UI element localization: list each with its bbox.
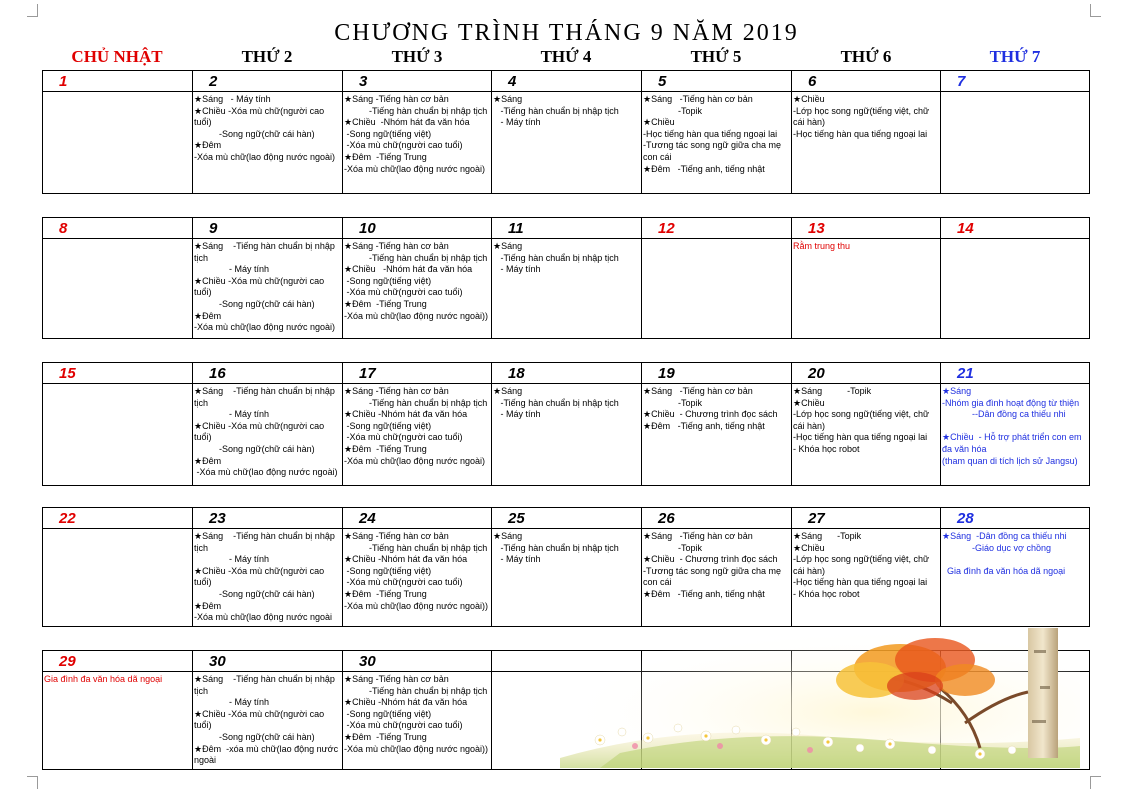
day-schedule: ★Sáng -Tiếng hàn cơ bản -Tiếng hàn chuẩn bị nhập tịch ★Chiều -Nhóm hát đa văn hóa -Song ngữ(tiếng việt) -Xóa mù chữ(người cao tuổi) ★Đêm -Tiếng Trung -Xóa mù chữ(lao động nước ngoài)) <box>344 241 489 321</box>
date-number: 19 <box>658 365 675 382</box>
page-corner-mark <box>27 776 38 789</box>
day-header-sunday: CHỦ NHẬT <box>71 47 163 66</box>
day-schedule: ★Sáng -Tiếng hàn cơ bản -Tiếng hàn chuẩn bị nhập tịch ★Chiều -Nhóm hát đa văn hóa -Song ngữ(tiếng việt) -Xóa mù chữ(người cao tuổi) ★Đêm -Tiếng Trung -Xóa mù chữ(lao động nước ngoài)) <box>344 531 489 611</box>
day-schedule: ★Sáng -Tiếng hàn chuẩn bị nhập tịch - Máy tính ★Chiều -Xóa mù chữ(người cao tuổi) -Song ngữ(chữ cái hàn) ★Đêm -Xóa mù chữ(lao động nước ngoài <box>194 531 335 623</box>
day-schedule <box>492 672 641 674</box>
date-number: 3 <box>359 73 368 90</box>
date-number: 1 <box>59 73 68 90</box>
date-number: 5 <box>658 73 667 90</box>
day-schedule: ★Sáng -Tiếng hàn chuẩn bị nhập tịch - Máy tính <box>493 531 619 565</box>
page-corner-mark <box>1090 4 1101 17</box>
calendar-week-3 <box>42 362 1089 486</box>
date-number: 17 <box>359 365 376 382</box>
date-number: 15 <box>59 365 76 382</box>
day-schedule: ★Sáng -Tiếng hàn chuẩn bị nhập tịch - Máy tính ★Chiều -Xóa mù chữ(người cao tuổi) -Song ngữ(chữ cái hàn) ★Đêm -Xóa mù chữ(lao động nước ngoài) <box>194 241 336 333</box>
date-number: 27 <box>808 510 825 527</box>
date-number: 29 <box>59 653 76 670</box>
day-schedule: ★Sáng -Tiếng hàn chuẩn bị nhập tịch - Máy tính ★Chiều -Xóa mù chữ(người cao tuổi) -Song ngữ(chữ cái hàn) ★Đêm -Xóa mù chữ(lao động nước ngoài) <box>194 386 338 478</box>
date-number: 7 <box>957 73 966 90</box>
day-schedule <box>43 92 192 94</box>
date-number: 18 <box>508 365 525 382</box>
day-header-tuesday: THỨ 3 <box>391 47 443 66</box>
date-number: 21 <box>957 365 974 382</box>
date-number: 30 <box>359 653 376 670</box>
day-schedule <box>43 384 192 386</box>
date-number: 26 <box>658 510 675 527</box>
day-schedule: ★Sáng -Nhóm gia đình hoạt động từ thiện --Dân đồng ca thiếu nhi ★Chiều - Hỗ trợ phát triển con em đa văn hóa (tham quan di tích lịch sử Jangsu) <box>942 386 1082 466</box>
day-header-friday: THỨ 6 <box>840 47 892 66</box>
day-schedule: ★Sáng -Dân đồng ca thiếu nhi -Giáo dục vợ chồng Gia đình đa văn hóa dã ngoại <box>942 531 1067 576</box>
day-schedule <box>792 672 940 674</box>
day-header-thursday: THỨ 5 <box>690 47 742 66</box>
day-schedule: Gia đình đa văn hóa dã ngoại <box>44 674 163 684</box>
calendar-week-5 <box>42 650 1089 770</box>
day-schedule: Rằm trung thu <box>793 241 851 251</box>
calendar-week-1 <box>42 70 1089 194</box>
date-number: 23 <box>209 510 226 527</box>
day-schedule: ★Chiều -Lớp học song ngữ(tiếng việt, chữ cái hàn) -Học tiếng hàn qua tiếng ngoại lai <box>793 94 930 139</box>
day-schedule: ★Sáng -Tiếng hàn cơ bản -Tiếng hàn chuẩn bị nhập tịch ★Chiều -Nhóm hát đa văn hóa -Song ngữ(tiếng việt) -Xóa mù chữ(người cao tuổi) ★Đêm -Tiếng Trung -Xóa mù chữ(lao động nước ngoài)) <box>344 674 489 754</box>
day-schedule <box>43 239 192 241</box>
day-schedule <box>941 239 1089 241</box>
day-schedule: ★Sáng -Tiếng hàn chuẩn bị nhập tịch - Máy tính <box>493 94 619 128</box>
day-schedule: ★Sáng -Tiếng hàn cơ bản -Topik ★Chiều - Chương trình đọc sách -Tương tác song ngữ giữa cha mẹ con cái ★Đêm -Tiếng anh, tiếng nhật <box>643 531 782 599</box>
day-schedule: ★Sáng -Tiếng hàn cơ bản -Tiếng hàn chuẩn bị nhập tịch ★Chiều -Nhóm hát đa văn hóa -Song ngữ(tiếng việt) -Xóa mù chữ(người cao tuổi) ★Đêm -Tiếng Trung -Xóa mù chữ(lao động nước ngoài) <box>344 386 488 466</box>
day-schedule: ★Sáng -Topik ★Chiều -Lớp học song ngữ(tiếng việt, chữ cái hàn) -Học tiếng hàn qua tiếng ngoại lai - Khóa học robot <box>793 531 930 599</box>
date-number <box>642 651 791 653</box>
calendar-week-4 <box>42 507 1089 627</box>
day-schedule: ★Sáng -Tiếng hàn cơ bản -Topik ★Chiều - Chương trình đọc sách ★Đêm -Tiếng anh, tiếng nhật <box>643 386 778 431</box>
page-corner-mark <box>1090 776 1101 789</box>
date-number: 28 <box>957 510 974 527</box>
day-schedule: ★Sáng -Topik ★Chiều -Lớp học song ngữ(tiếng việt, chữ cái hàn) -Học tiếng hàn qua tiếng ngoại lai - Khóa học robot <box>793 386 930 454</box>
date-number: 30 <box>209 653 226 670</box>
day-schedule <box>941 672 1089 674</box>
date-number: 14 <box>957 220 974 237</box>
day-header-saturday: THỨ 7 <box>989 47 1041 66</box>
day-schedule: ★Sáng - Máy tính ★Chiều -Xóa mù chữ(người cao tuổi) -Song ngữ(chữ cái hàn) ★Đêm -Xóa mù chữ(lao động nước ngoài) <box>194 94 336 162</box>
day-schedule: ★Sáng -Tiếng hàn cơ bản -Tiếng hàn chuẩn bị nhập tịch ★Chiều -Nhóm hát đa văn hóa -Song ngữ(tiếng việt) -Xóa mù chữ(người cao tuổi) ★Đêm -Tiếng Trung -Xóa mù chữ(lao động nước ngoài) <box>344 94 488 174</box>
day-header-monday: THỨ 2 <box>241 47 293 66</box>
calendar-week-2 <box>42 217 1089 339</box>
date-number: 4 <box>508 73 517 90</box>
date-number: 12 <box>658 220 675 237</box>
date-number: 11 <box>508 220 524 237</box>
day-schedule: ★Sáng -Tiếng hàn chuẩn bị nhập tịch - Máy tính ★Chiều -Xóa mù chữ(người cao tuổi) -Song ngữ(chữ cái hàn) ★Đêm -xóa mù chữ(lao động nước ngoài <box>194 674 339 766</box>
date-number: 2 <box>209 73 218 90</box>
date-number: 25 <box>508 510 525 527</box>
day-schedule <box>941 92 1089 94</box>
page-corner-mark <box>27 4 38 17</box>
page-title: CHƯƠNG TRÌNH THÁNG 9 NĂM 2019 <box>334 20 799 46</box>
day-schedule: ★Sáng -Tiếng hàn cơ bản -Topik ★Chiều -Học tiếng hàn qua tiếng ngoại lai -Tương tác song ngữ giữa cha mẹ con cái ★Đêm -Tiếng anh, tiếng nhật <box>643 94 782 174</box>
date-number <box>492 651 641 653</box>
date-number: 16 <box>209 365 226 382</box>
date-number: 10 <box>359 220 376 237</box>
date-number: 13 <box>808 220 825 237</box>
day-schedule <box>642 239 791 241</box>
day-schedule: ★Sáng -Tiếng hàn chuẩn bị nhập tịch - Máy tính <box>493 241 619 275</box>
date-number: 20 <box>808 365 825 382</box>
date-number: 8 <box>59 220 68 237</box>
date-number <box>792 651 940 653</box>
day-header-wednesday: THỨ 4 <box>540 47 592 66</box>
date-number <box>941 651 1089 653</box>
date-number: 24 <box>359 510 376 527</box>
day-schedule <box>43 529 192 531</box>
day-schedule <box>642 672 791 674</box>
date-number: 6 <box>808 73 817 90</box>
date-number: 22 <box>59 510 76 527</box>
date-number: 9 <box>209 220 218 237</box>
day-schedule: ★Sáng -Tiếng hàn chuẩn bị nhập tịch - Máy tính <box>493 386 619 420</box>
